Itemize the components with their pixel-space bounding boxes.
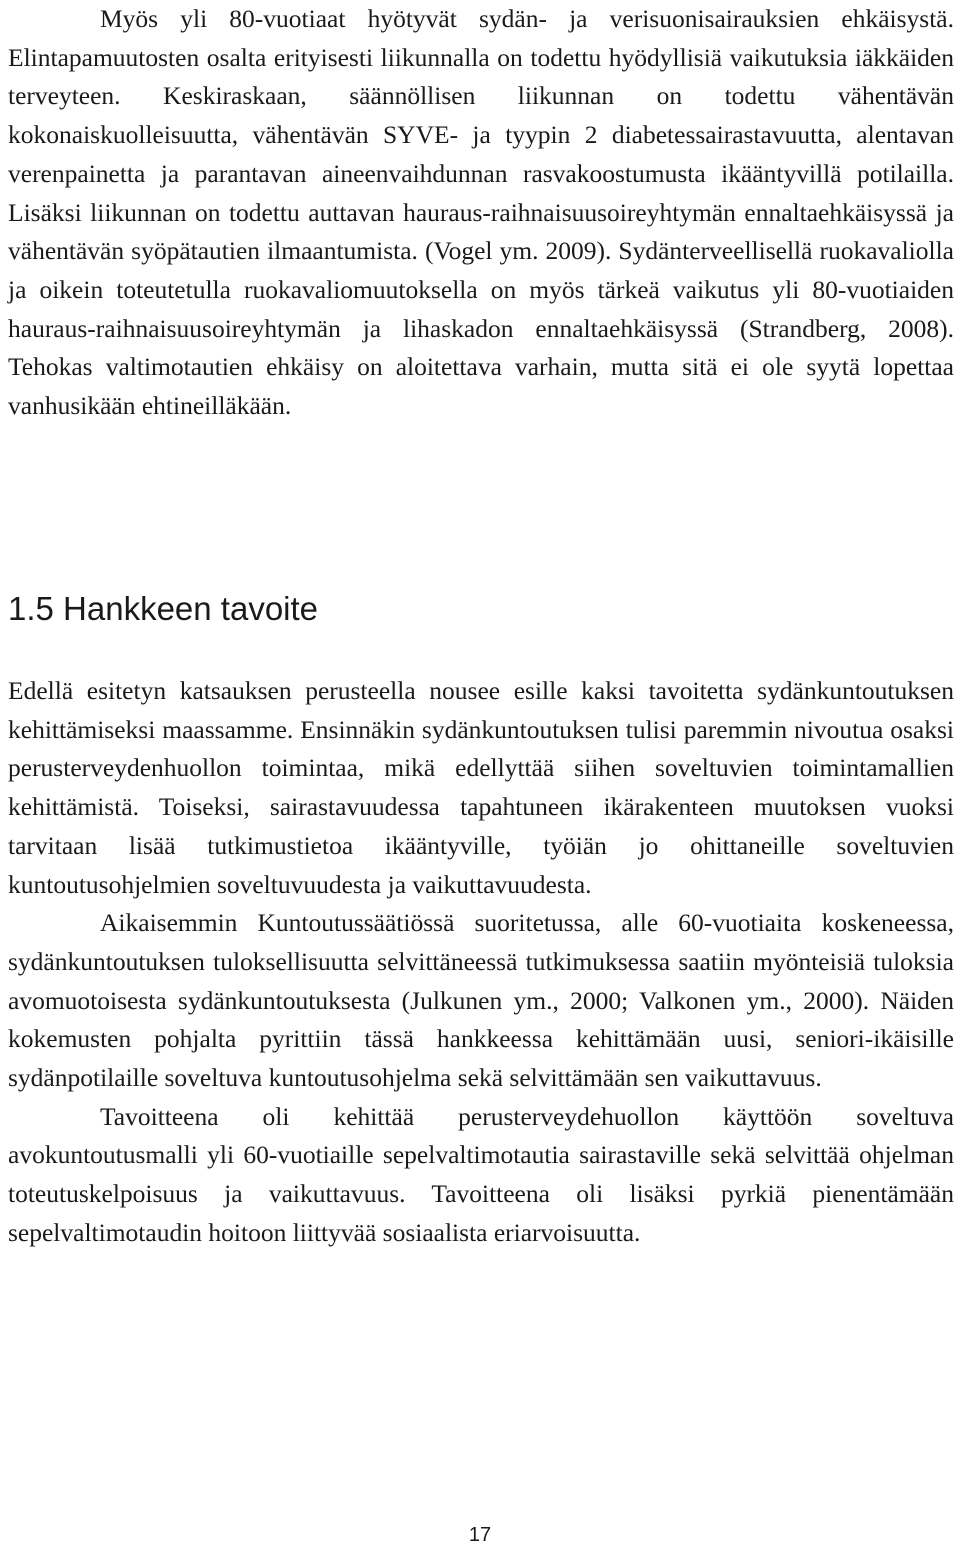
goal-section-body xyxy=(8,672,954,1253)
document-page xyxy=(8,0,954,1247)
section-heading: 1.5 Hankkeen tavoite xyxy=(8,590,319,627)
body-paragraph: Aikaisemmin Kuntoutussäätiössä suoritetussa, alle 60-vuotiaita koskeneessa, sydänkuntoutuksen tuloksellisuutta selvittäneessä tutkimuksessa saatiin myönteisiä tuloksia avomuotoisesta sydänkuntoutuksesta (Julkunen ym., 2000; Valkonen ym., 2000). Näiden kokemusten pohjalta pyrittiin tässä hankkeessa kehittämään uusi, seniori-ikäisille sydänpotilaille soveltuva kuntoutusohjelma sekä selvittämään sen vaikuttavuus. xyxy=(8,908,954,1093)
intro-paragraph: Myös yli 80-vuotiaat hyötyvät sydän- ja verisuonisairauksien ehkäisystä. Elintapamuutosten osalta erityisesti liikunnalla on todettu hyödyllisiä vaikutuksia iäkkäiden terveyteen. Keskiraskaan, säännöllisen liikunnan on todettu vähentävän kokonaiskuolleisuutta, vähentävän SYVE- ja tyypin 2 diabetessairastavuutta, alentavan verenpainetta ja parantavan aineenvaihdunnan rasvakoostumusta ikääntyvillä potilailla. Lisäksi liikunnan on todettu auttavan hauraus-raihnaisuusoireyhtymän ennaltaehkäisyssä ja vähentävän syöpätautien ilmaantumista. (Vogel ym. 2009). Sydänterveellisellä ruokavaliolla ja oikein toteutetulla ruokavaliomuutoksella on myös tärkeä vaikutus yli 80-vuotiaiden hauraus-raihnaisuusoireyhtymän ja lihaskadon ennaltaehkäisyssä (Strandberg, 2008). Tehokas valtimotautien ehkäisy on aloitettava varhain, mutta sitä ei ole syytä lopettaa vanhusikään ehtineilläkään. xyxy=(8,4,954,421)
page-number: 17 xyxy=(468,1524,492,1546)
body-paragraph: Edellä esitetyn katsauksen perusteella nousee esille kaksi tavoitetta sydänkuntoutuksen kehittämiseksi maassamme. Ensinnäkin sydänkuntoutuksen tulisi paremmin nivoutua osaksi perusterveydenhuollon toimintaa, mikä edellyttää siihen soveltuvien toimintamallien kehittämistä. Toiseksi, sairastavuudessa tapahtuneen ikärakenteen muutoksen vuoksi tarvitaan lisää tutkimustietoa ikääntyville, työiän jo ohittaneille soveltuvien kuntoutusohjelmien soveltuvuudesta ja vaikuttavuudesta. xyxy=(8,676,954,899)
body-paragraph: Tavoitteena oli kehittää perusterveydehuollon käyttöön soveltuva avokuntoutusmalli yli 60-vuotiaille sepelvaltimotautia sairastaville sekä selvittää ohjelman toteutuskelpoisuus ja vaikuttavuus. Tavoitteena oli lisäksi pyrkiä pienentämään sepelvaltimotaudin hoitoon liittyvää sosiaalista eriarvoisuutta. xyxy=(8,1101,954,1247)
